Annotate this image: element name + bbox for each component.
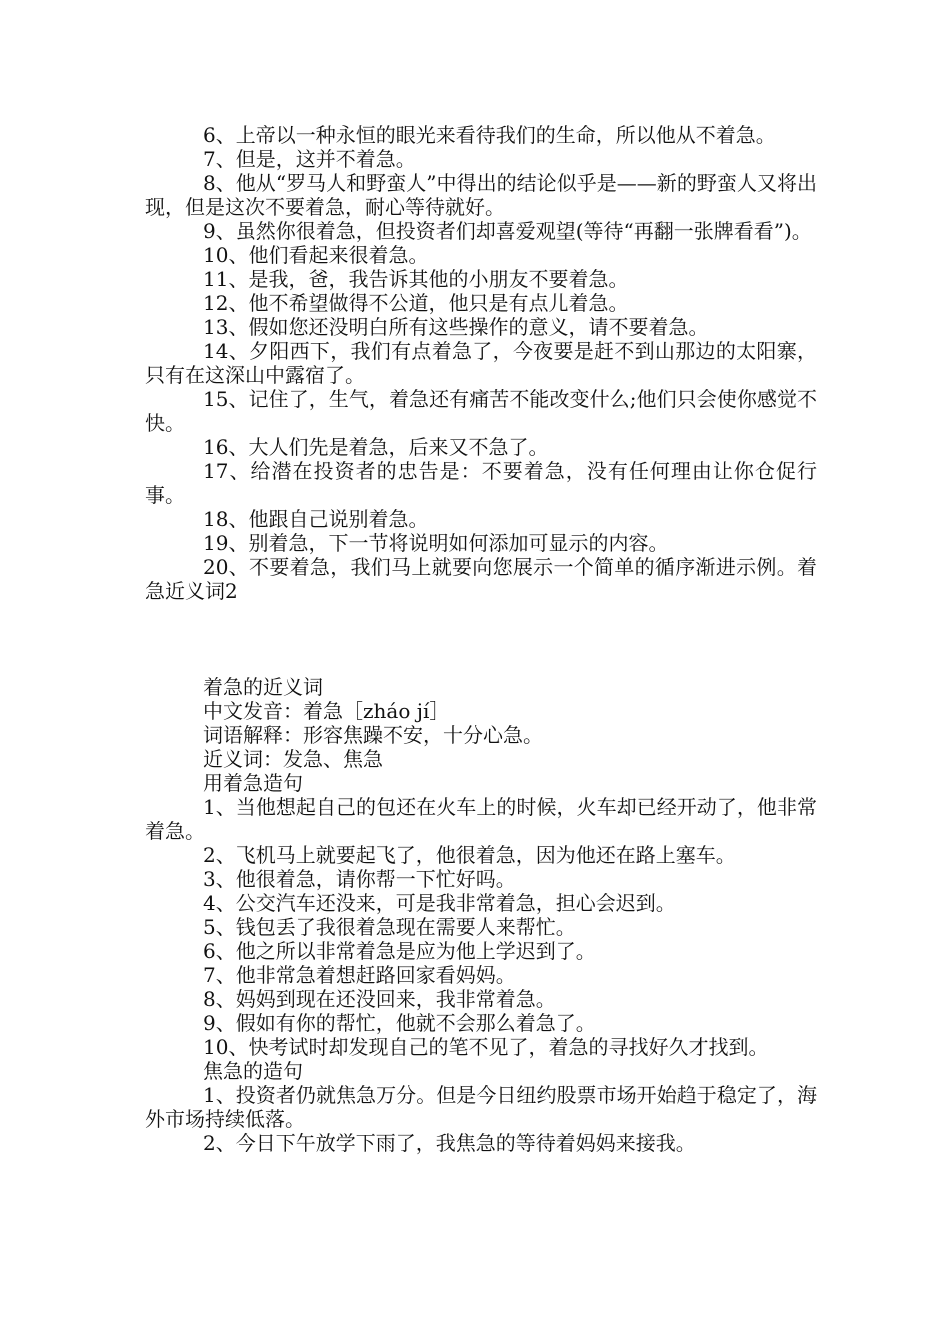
pronunciation-line: 中文发音：着急［zháo jí］	[203, 699, 450, 723]
paragraph: 9、虽然你很着急，但投资者们却喜爱观望(等待“再翻一张牌看看”)。	[203, 219, 812, 243]
paragraph: 19、别着急，下一节将说明如何添加可显示的内容。	[203, 531, 669, 555]
paragraph: 15、记住了，生气，着急还有痛苦不能改变什么;他们只会使你感觉不快。	[145, 387, 817, 435]
paragraph: 7、但是，这并不着急。	[203, 147, 416, 171]
paragraph: 5、钱包丢了我很着急现在需要人来帮忙。	[203, 915, 576, 939]
definition-line: 词语解释：形容焦躁不安，十分心急。	[203, 723, 543, 747]
paragraph: 1、投资者仍就焦急万分。但是今日纽约股票市场开始趋于稳定了，海外市场持续低落。	[145, 1083, 817, 1131]
paragraph: 1、当他想起自己的包还在火车上的时候，火车却已经开动了，他非常着急。	[145, 795, 817, 843]
paragraph: 10、快考试时却发现自己的笔不见了，着急的寻找好久才找到。	[203, 1035, 769, 1059]
paragraph: 16、大人们先是着急，后来又不急了。	[203, 435, 549, 459]
paragraph: 17、给潜在投资者的忠告是：不要着急，没有任何理由让你仓促行事。	[145, 459, 817, 507]
paragraph: 8、妈妈到现在还没回来，我非常着急。	[203, 987, 556, 1011]
paragraph: 11、是我，爸，我告诉其他的小朋友不要着急。	[203, 267, 629, 291]
section-gap	[145, 603, 817, 675]
document-body	[145, 123, 817, 1155]
paragraph: 6、上帝以一种永恒的眼光来看待我们的生命，所以他从不着急。	[203, 123, 776, 147]
paragraph: 14、夕阳西下，我们有点着急了，今夜要是赶不到山那边的太阳寨，只有在这深山中露宿了。	[145, 339, 817, 387]
paragraph: 12、他不希望做得不公道，他只是有点儿着急。	[203, 291, 629, 315]
synonyms-line: 近义词：发急、焦急	[203, 747, 383, 771]
paragraph: 2、今日下午放学下雨了，我焦急的等待着妈妈来接我。	[203, 1131, 696, 1155]
paragraph: 7、他非常急着想赶路回家看妈妈。	[203, 963, 516, 987]
paragraph: 20、不要着急，我们马上就要向您展示一个简单的循序渐进示例。着急近义词2	[145, 555, 817, 603]
subsection-heading: 焦急的造句	[203, 1059, 303, 1083]
paragraph: 9、假如有你的帮忙，他就不会那么着急了。	[203, 1011, 596, 1035]
paragraph: 2、飞机马上就要起飞了，他很着急，因为他还在路上塞车。	[203, 843, 736, 867]
paragraph: 10、他们看起来很着急。	[203, 243, 429, 267]
paragraph: 6、他之所以非常着急是应为他上学迟到了。	[203, 939, 596, 963]
paragraph: 3、他很着急，请你帮一下忙好吗。	[203, 867, 516, 891]
subsection-heading: 用着急造句	[203, 771, 303, 795]
paragraph: 8、他从“罗马人和野蛮人”中得出的结论似乎是——新的野蛮人又将出现，但是这次不要着急，耐心等待就好。	[145, 171, 817, 219]
paragraph: 13、假如您还没明白所有这些操作的意义，请不要着急。	[203, 315, 709, 339]
section-heading: 着急的近义词	[203, 675, 323, 699]
paragraph: 4、公交汽车还没来，可是我非常着急，担心会迟到。	[203, 891, 676, 915]
paragraph: 18、他跟自己说别着急。	[203, 507, 429, 531]
